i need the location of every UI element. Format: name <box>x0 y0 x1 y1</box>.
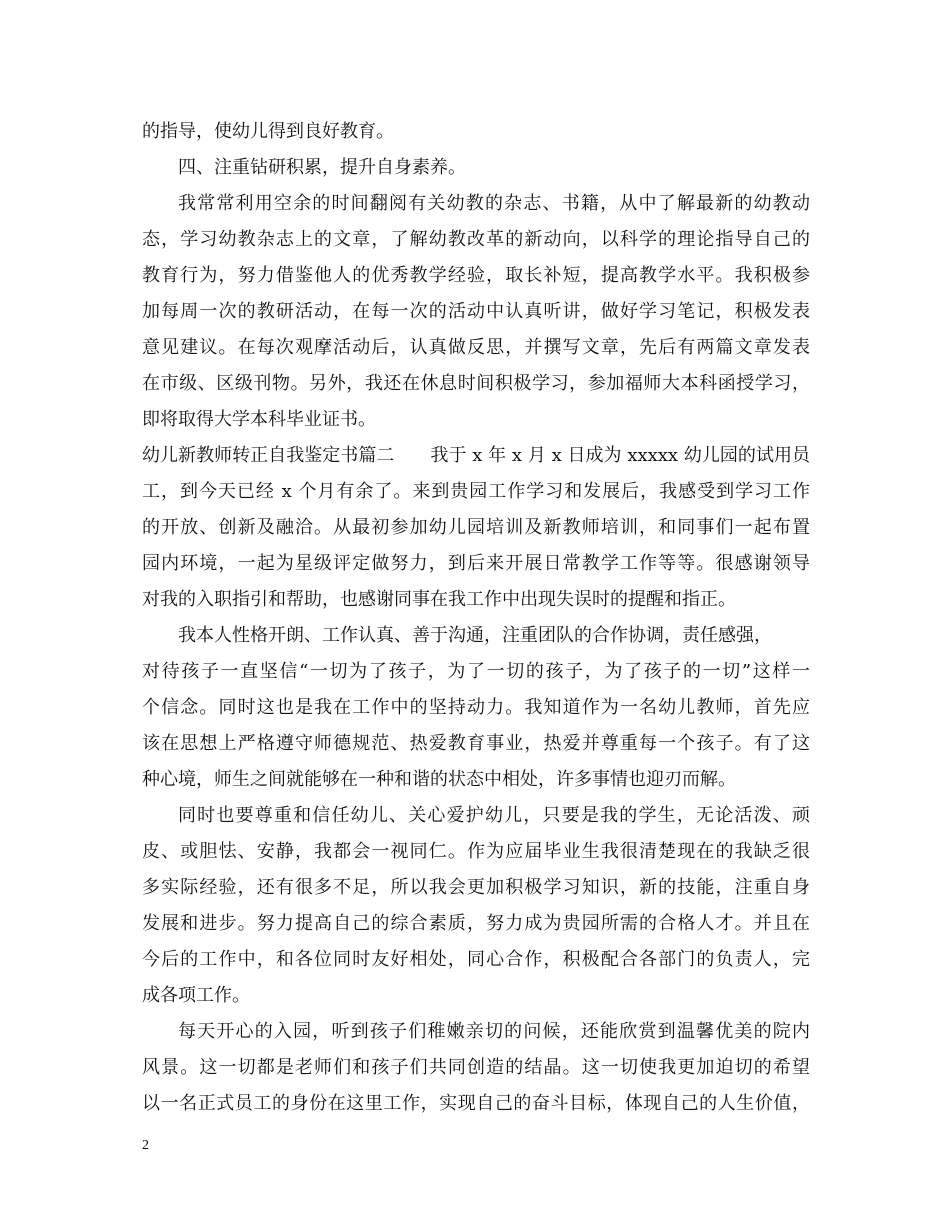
text-line: 每天开心的入园，听到孩子们稚嫩亲切的问候，还能欣赏到温馨优美的院内 <box>178 1021 810 1042</box>
document-body <box>142 114 810 1122</box>
text-line: 我常常利用空余的时间翻阅有关幼教的杂志、书籍，从中了解最新的幼教动 <box>178 193 810 214</box>
text-line: 种心境，师生之间就能够在一种和谐的状态中相处，许多事情也迎刃而解。 <box>142 769 736 790</box>
text-line: 对待孩子一直坚信“一切为了孩子，为了一切的孩子，为了孩子的一切”这样一 <box>142 661 810 682</box>
text-line: 成各项工作。 <box>142 985 250 1006</box>
text-line: 工，到今天已经 x 个月有余了。来到贵园工作学习和发展后，我感受到学习工作 <box>142 481 810 502</box>
text-line: 在市级、区级刊物。另外，我还在休息时间积极学习，参加福师大本科函授学习， <box>142 373 810 394</box>
text-line: 加每周一次的教研活动，在每一次的活动中认真听讲，做好学习笔记，积极发表 <box>142 301 810 322</box>
text-line: 风景。这一切都是老师们和孩子们共同创造的结晶。这一切使我更加迫切的希望 <box>142 1057 810 1078</box>
section-title-line: 幼儿新教师转正自我鉴定书篇二 我于 x 年 x 月 x 日成为 xxxxx 幼儿园的试用员 <box>142 445 810 466</box>
section-heading: 四、注重钻研积累，提升自身素养。 <box>178 157 466 178</box>
text-line: 态，学习幼教杂志上的文章，了解幼教改革的新动向，以科学的理论指导自己的 <box>142 229 810 250</box>
text-line: 教育行为，努力借鉴他人的优秀教学经验，取长补短，提高教学水平。我积极参 <box>142 265 810 286</box>
text-line: 意见建议。在每次观摩活动后，认真做反思，并撰写文章，先后有两篇文章发表 <box>142 337 810 358</box>
text-line: 发展和进步。努力提高自己的综合素质，努力成为贵园所需的合格人才。并且在 <box>142 913 810 934</box>
text-line: 即将取得大学本科毕业证书。 <box>142 409 376 430</box>
text-line: 同时也要尊重和信任幼儿、关心爱护幼儿，只要是我的学生，无论活泼、顽 <box>178 805 810 826</box>
text-line: 个信念。同时这也是我在工作中的坚持动力。我知道作为一名幼儿教师，首先应 <box>142 697 810 718</box>
text-line: 以一名正式员工的身份在这里工作，实现自己的奋斗目标，体现自己的人生价值， <box>142 1093 810 1114</box>
text-line: 的指导，使幼儿得到良好教育。 <box>142 121 394 142</box>
text-line: 该在思想上严格遵守师德规范、热爱教育事业，热爱并尊重每一个孩子。有了这 <box>142 733 810 754</box>
text-line: 皮、或胆怯、安静，我都会一视同仁。作为应届毕业生我很清楚现在的我缺乏很 <box>142 841 810 862</box>
text-line: 的开放、创新及融洽。从最初参加幼儿园培训及新教师培训，和同事们一起布置 <box>142 517 810 538</box>
text-line: 今后的工作中，和各位同时友好相处，同心合作，积极配合各部门的负责人，完 <box>142 949 810 970</box>
text-line: 园内环境，一起为星级评定做努力，到后来开展日常教学工作等等。很感谢领导 <box>142 553 810 574</box>
page-number: 2 <box>142 1138 149 1153</box>
text-line: 我本人性格开朗、工作认真、善于沟通，注重团队的合作协调，责任感强， <box>178 625 772 646</box>
text-line: 多实际经验，还有很多不足，所以我会更加积极学习知识，新的技能，注重自身 <box>142 877 810 898</box>
text-line: 对我的入职指引和帮助，也感谢同事在我工作中出现失误时的提醒和指正。 <box>142 589 736 610</box>
